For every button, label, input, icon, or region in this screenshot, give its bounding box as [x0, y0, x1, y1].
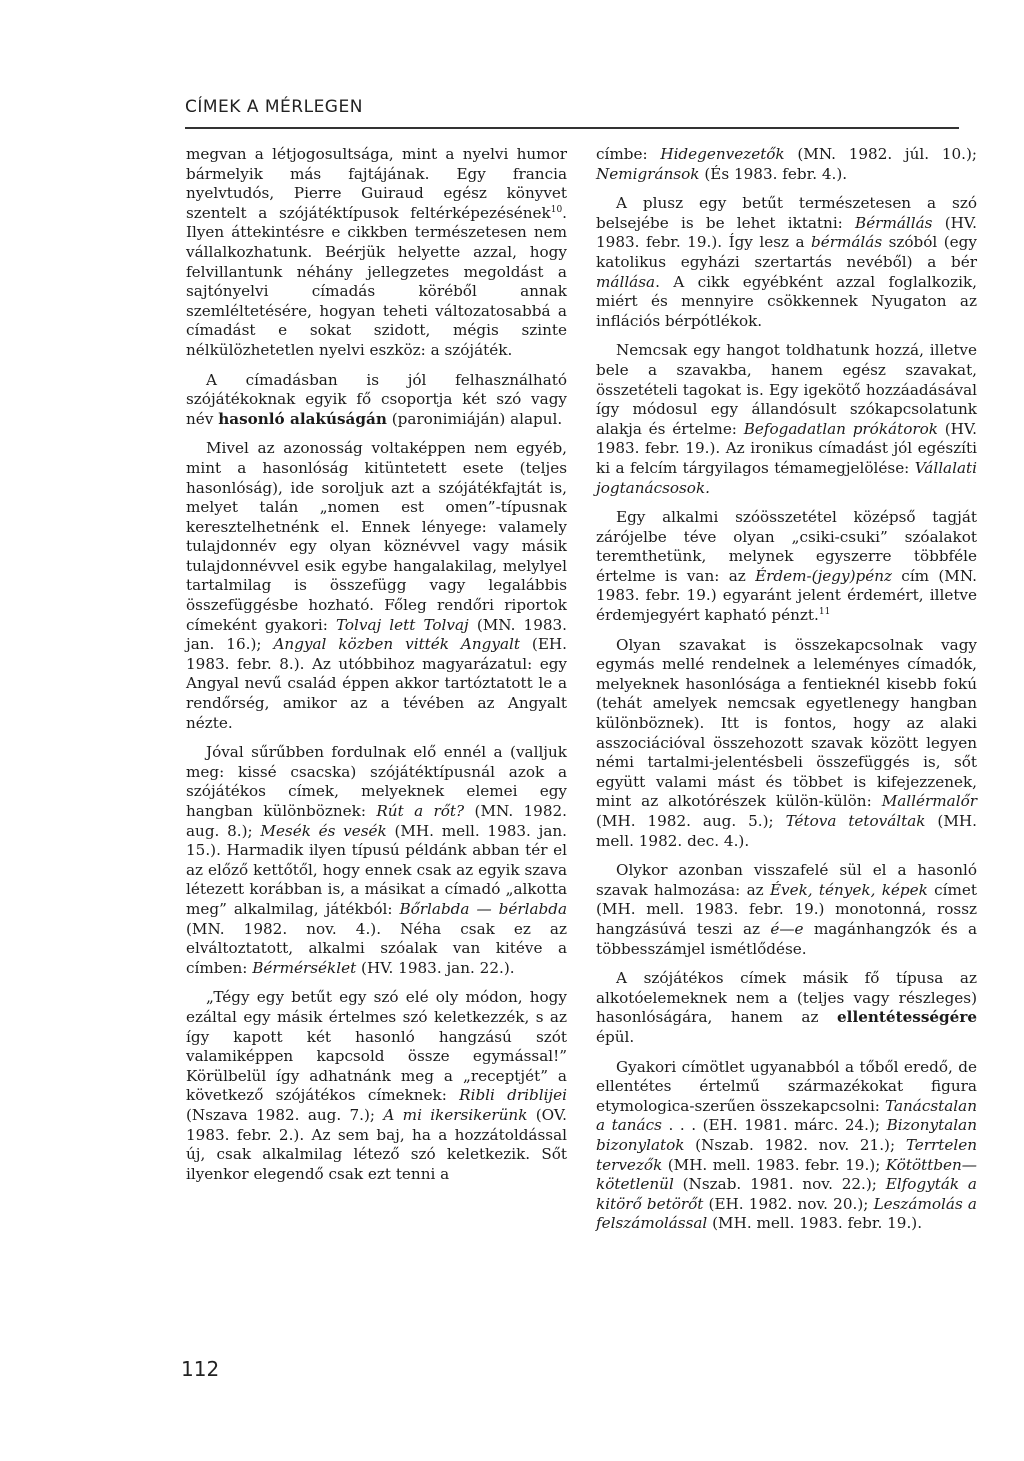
paragraph: Olykor azonban visszafelé sül el a hasonló szavak halmozása: az Évek, tények, képek címet (MH. mell. 1983. febr. 19.) monotonná, rossz hangzásúvá teszi az é—e magánhangzók és a többesszámjel ismétlődése.	[596, 861, 977, 958]
page-number: 112	[181, 1357, 220, 1381]
paragraph: Mivel az azonosság voltaképpen nem egyéb, mint a hasonlóság kitüntetett esete (teljes hasonlóság), ide soroljuk azt a szójátékfajtát is, melyet talán „nomen est omen”-típusnak keresztelhetnénk el. Ennek lényege: valamely tulajdonnév egy olyan köznévvel vagy másik tulajdonnévvel esik egybe hangalakilag, melylyel tartalmilag is összefügg vagy legalábbis összefüggésbe hozható. Főleg rendőri riportok címeként gyakori: Tolvaj lett Tolvaj (MN. 1983. jan. 16.); Angyal közben vitték Angyalt (EH. 1983. febr. 8.). Az utóbbihoz magyarázatul: egy Angyal nevű család éppen akkor tartóztatott le a rendőrség, amikor az a tévében az Angyalt nézte.	[186, 439, 568, 732]
right-column	[596, 145, 977, 1244]
paragraph: Jóval sűrűbben fordulnak elő ennél a (valljuk meg: kissé csacska) szójátéktípusnál azok a szójátékos címek, melyeknek elemei egy hangban különböznek: Rút a rőt? (MN. 1982. aug. 8.); Mesék és vesék (MH. mell. 1983. jan. 15.). Harmadik ilyen típusú példánk abban tér el az előző kettőtől, hogy ennek csak az egyik szava létezett korábban is, a másikat a címadó „alkotta meg” alkalmilag, játékból: Bőrlabda — bérlabda (MN. 1982. nov. 4.). Néha csak ez az elváltoztatott, alkalmi szóalak van kitéve a címben: Bérmérséklet (HV. 1983. jan. 22.).	[186, 743, 567, 977]
paragraph: címbe: Hidegenvezetők (MN. 1982. júl. 10.); Nemigránsok (És 1983. febr. 4.).	[596, 145, 978, 183]
paragraph: A címadásban is jól felhasználható szójátékoknak egyik fő csoportja két szó vagy név hasonló alakúságán (paronimiáján) alapul.	[186, 370, 567, 428]
paragraph: „Tégy egy betűt egy szó elé oly módon, hogy ezáltal egy másik értelmes szó keletkezzék, s az így kapott két hasonló hangzású szót valamiképpen kapcsold össze egymással!” Körülbelül így adhatnánk meg a „receptjét” a következő szójátékos címeknek: Ribli driblijei (Nszava 1982. aug. 7.); A mi ikersikerünk (OV. 1983. febr. 2.). Az sem baj, ha a hozzátoldással új, csak alkalmilag létező szó keletkezik. Sőt ilyenkor elegendő csak ezt tenni a	[186, 988, 567, 1183]
paragraph: Gyakori címötlet ugyanabból a tőből eredő, de ellentétes értelmű származékokat figura etymologica-szerűen összekapcsolni: Tanácstalan a tanács . . . (EH. 1981. márc. 24.); Bizonytalan bizonylatok (Nszab. 1982. nov. 21.); Terrtelen tervezők (MH. mell. 1983. febr. 19.); Kötöttben—kötetlenül (Nszab. 1981. nov. 22.); Elfogyták a kitörő betörőt (EH. 1982. nov. 20.); Leszámolás a felszámolással (MH. mell. 1983. febr. 19.).	[596, 1057, 977, 1233]
header-rule	[185, 127, 959, 129]
paragraph: A plusz egy betűt természetesen a szó belsejébe is be lehet iktatni: Bérmállás (HV. 1983. febr. 19.). Így lesz a bérmálás szóból (egy katolikus egyházi szertartás nevéből) a bér mállása. A cikk egyébként azzal foglalkozik, miért és mennyire csökkennek Nyugaton az inflációs bérpótlékok.	[596, 194, 977, 330]
paragraph: Egy alkalmi szóösszetétel középső tagját zárójelbe téve olyan „csiki-csuki” szóalakot teremthetünk, melynek egyszerre többféle értelme is van: az Érdem-(jegy)pénz cím (MN. 1983. febr. 19.) egyaránt jelent érdemért, illetve érdemjegyért kapható pénzt.$^{11}$	[596, 508, 977, 625]
left-column	[186, 145, 567, 1194]
paragraph: A szójátékos címek másik fő típusa az alkotóelemeknek nem a (teljes vagy részleges) hasonlóságára, hanem az ellentétességére épül.	[596, 969, 977, 1046]
paragraph: Nemcsak egy hangot toldhatunk hozzá, illetve bele a szavakba, hanem egész szavakat, összetételi tagokat is. Egy igekötő hozzáadásával így módosul egy állandósult szókapcsolatunk alakja és értelme: Befogadatlan prókátorok (HV. 1983. febr. 19.). Az ironikus címadást jól egészíti ki a felcím tárgyilagos témamegjelölése: Vállalati jogtanácsosok.	[596, 341, 978, 497]
paragraph: megvan a létjogosultsága, mint a nyelvi humor bármelyik más fajtájának. Egy francia nyelvtudós, Pierre Guiraud egész könyvet szentelt a szójátéktípusok feltérképezésének$^{10}$. Ilyen áttekintésre e cikkben természetesen nem vállalkozhatunk. Beérjük helyette azzal, hogy felvillantunk néhány jellegzetes megoldást a sajtónyelvi címadás köréből annak szemléltetésére, hogyan teheti változatosabbá a címadást e sokat szidott, mégis szinte nélkülözhetetlen nyelvi eszköz: a szójáték.	[186, 145, 567, 359]
paragraph: Olyan szavakat is összekapcsolnak vagy egymás mellé rendelnek a leleményes címadók, melyeknek hasonlósága a fentieknél kisebb fokú (tehát amelyek nemcsak egyetlenegy hangban különböznek). Itt is fontos, hogy az alaki asszociációval összehozott szavak között legyen némi tartalmi-jelentésbeli összefüggés is, sőt együtt valami mást és többet is kifejezzenek, mint az alkotórészek külön-külön: Mallérmalőr (MH. 1982. aug. 5.); Tétova tetováltak (MH. mell. 1982. dec. 4.).	[596, 635, 977, 850]
running-title: CÍMEK A MÉRLEGEN	[185, 97, 363, 117]
